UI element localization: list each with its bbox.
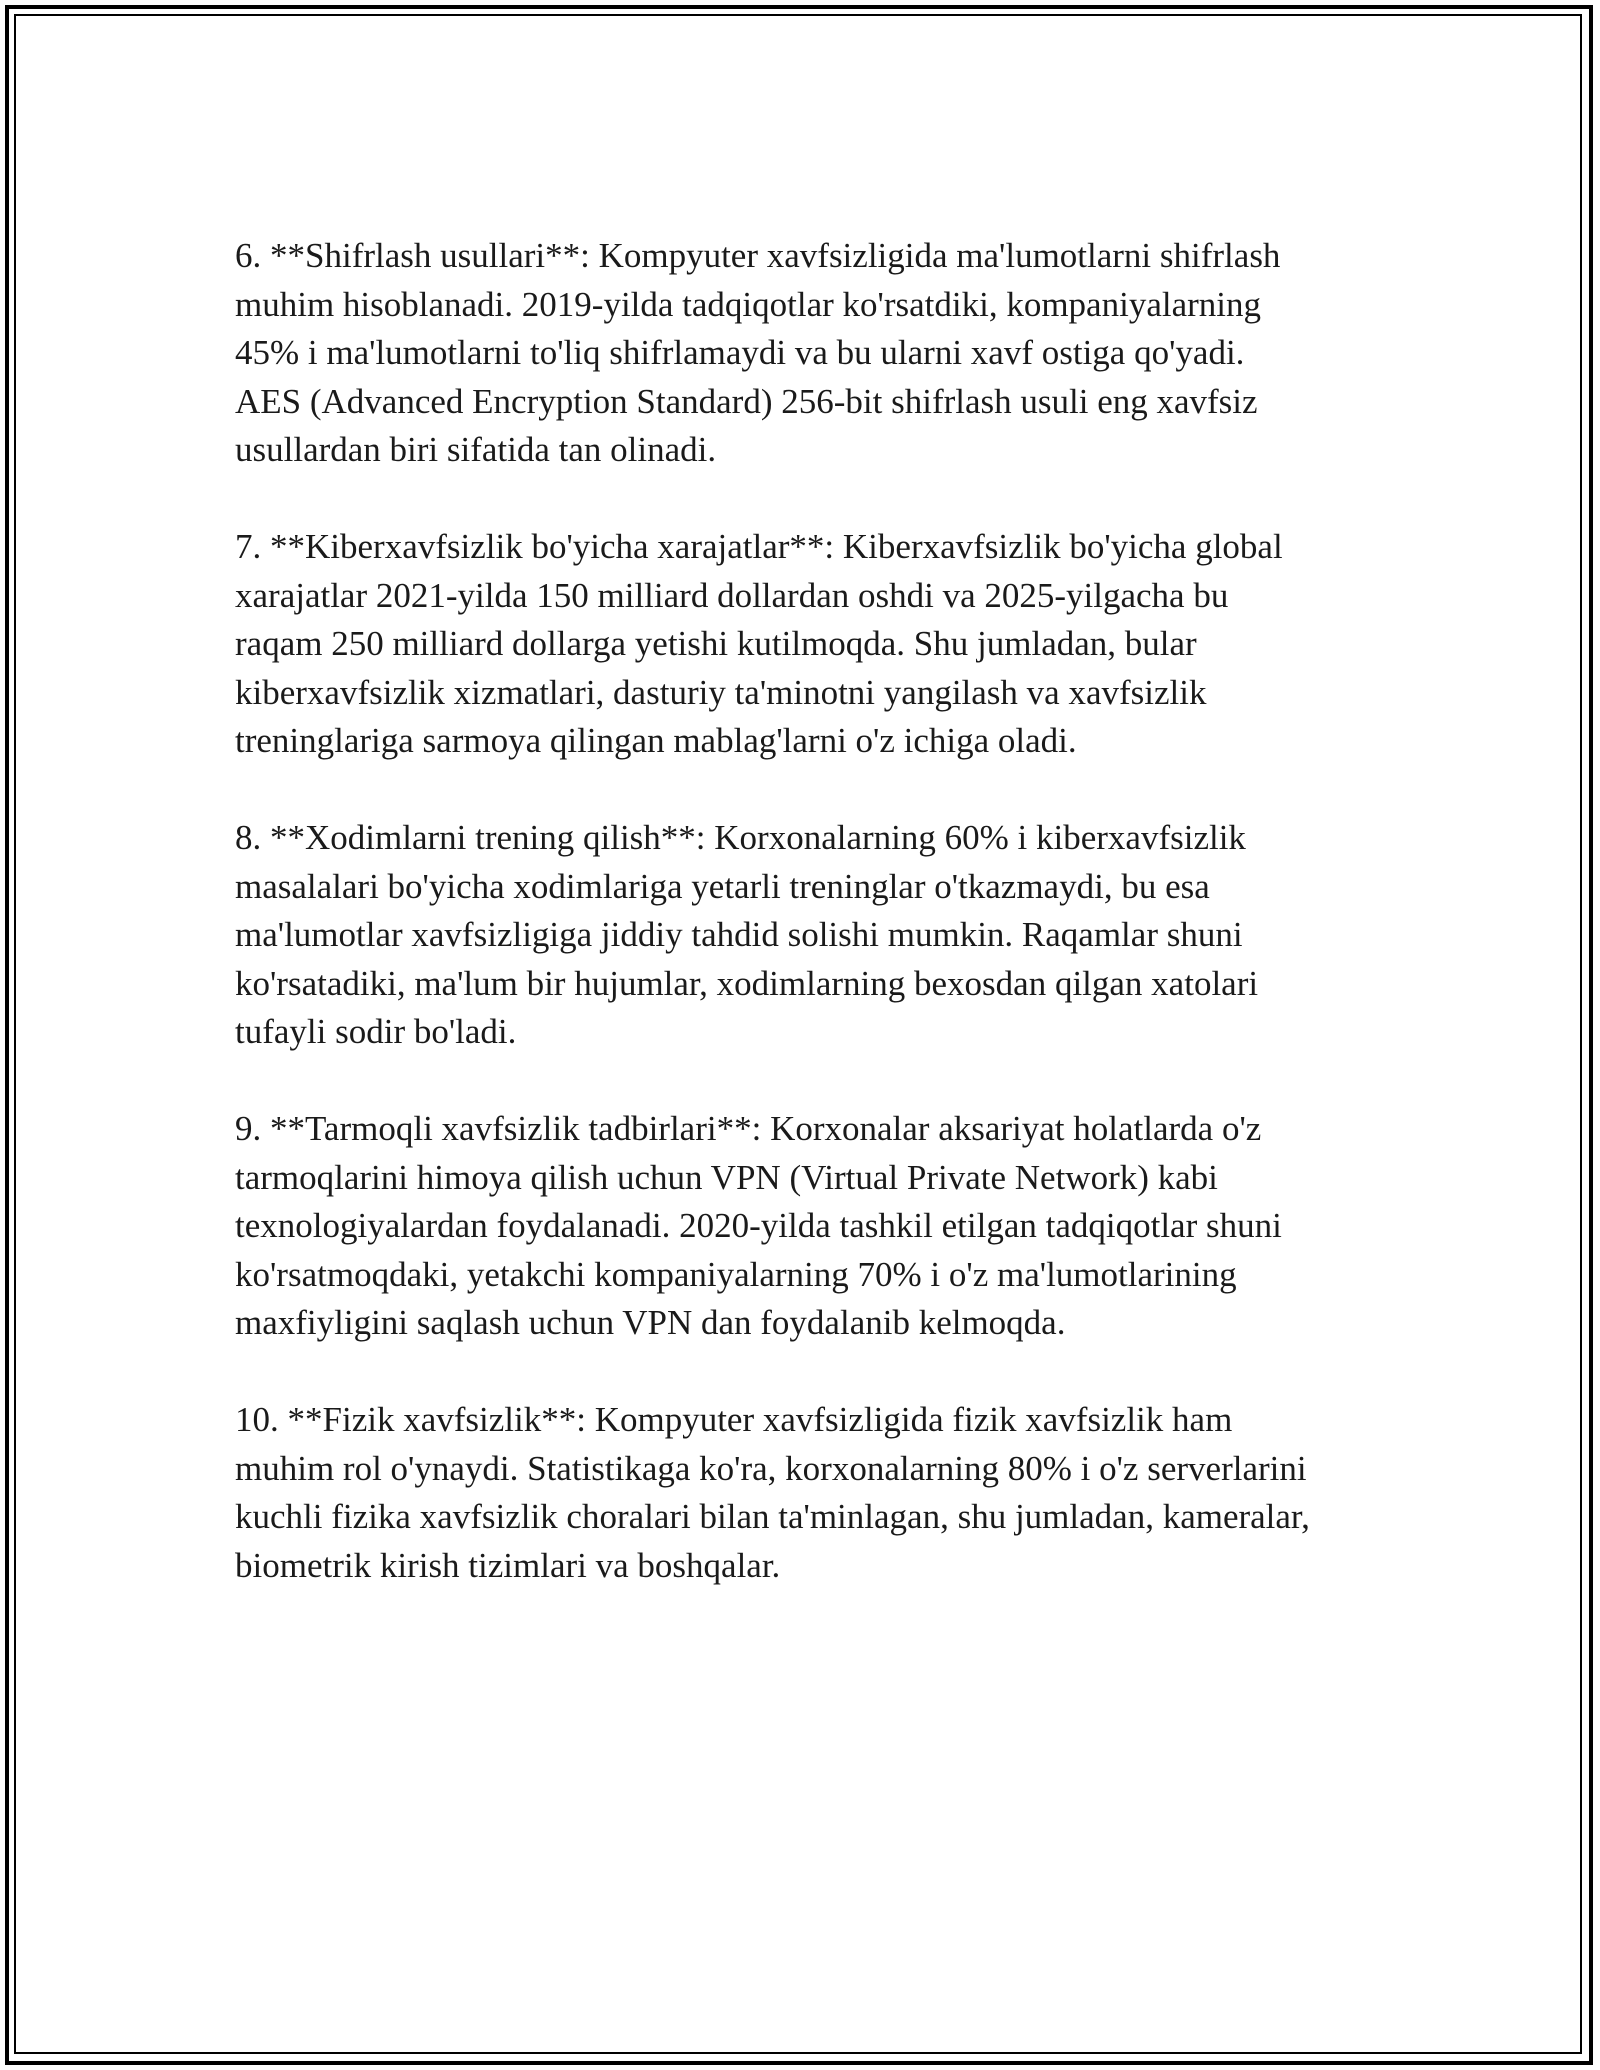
text-line: 8. **Xodimlarni trening qilish**: Korxonalarning 60% i kiberxavfsizlik: [235, 818, 1246, 857]
text-line: 6. **Shifrlash usullari**: Kompyuter xavfsizligida ma'lumotlarni shifrlash: [235, 236, 1281, 275]
text-line: maxfiyligini saqlash uchun VPN dan foydalanib kelmoqda.: [235, 1303, 1066, 1342]
paragraph-physical-security: [235, 1396, 1395, 1590]
text-line: 45% i ma'lumotlarni to'liq shifrlamaydi va bu ularni xavf ostiga qo'yadi.: [235, 333, 1245, 372]
text-line: xarajatlar 2021-yilda 150 milliard dollardan oshdi va 2025-yilgacha bu: [235, 575, 1229, 615]
text-line: muhim hisoblanadi. 2019-yilda tadqiqotlar ko'rsatdiki, kompaniyalarning: [235, 284, 1261, 324]
text-line: texnologiyalardan foydalanadi. 2020-yilda tashkil etilgan tadqiqotlar shuni: [235, 1206, 1282, 1245]
text-line: tufayli sodir bo'ladi.: [235, 1012, 517, 1051]
text-line: ma'lumotlar xavfsizligiga jiddiy tahdid solishi mumkin. Raqamlar shuni: [235, 915, 1243, 954]
text-line: raqam 250 milliard dollarga yetishi kutilmoqda. Shu jumladan, bular: [235, 624, 1197, 663]
text-line: tarmoqlarini himoya qilish uchun VPN (Virtual Private Network) kabi: [235, 1157, 1218, 1197]
text-line: 7. **Kiberxavfsizlik bo'yicha xarajatlar**: Kiberxavfsizlik bo'yicha global: [235, 527, 1283, 566]
paragraph-encryption-methods: [235, 232, 1395, 475]
text-line: ko'rsatadiki, ma'lum bir hujumlar, xodimlarning bexosdan qilgan xatolari: [235, 963, 1259, 1003]
paragraph-staff-training: [235, 814, 1395, 1057]
text-line: ko'rsatmoqdaki, yetakchi kompaniyalarning 70% i o'z ma'lumotlarining: [235, 1254, 1237, 1294]
paragraph-network-security: [235, 1105, 1395, 1348]
text-line: 9. **Tarmoqli xavfsizlik tadbirlari**: Korxonalar aksariyat holatlarda o'z: [235, 1109, 1262, 1148]
text-line: usullardan biri sifatida tan olinadi.: [235, 430, 717, 469]
text-line: muhim rol o'ynaydi. Statistikaga ko'ra, korxonalarning 80% i o'z serverlarini: [235, 1448, 1307, 1488]
text-line: kuchli fizika xavfsizlik choralari bilan ta'minlagan, shu jumladan, kameralar,: [235, 1497, 1310, 1536]
text-line: kiberxavfsizlik xizmatlari, dasturiy ta'minotni yangilash va xavfsizlik: [235, 672, 1207, 712]
paragraph-cybersecurity-spending: [235, 523, 1395, 766]
document-body: [235, 232, 1395, 1590]
text-line: 10. **Fizik xavfsizlik**: Kompyuter xavfsizligida fizik xavfsizlik ham: [235, 1400, 1233, 1439]
text-line: AES (Advanced Encryption Standard) 256-bit shifrlash usuli eng xavfsiz: [235, 381, 1258, 421]
text-line: masalalari bo'yicha xodimlariga yetarli treninglar o'tkazmaydi, bu esa: [235, 866, 1210, 906]
text-line: biometrik kirish tizimlari va boshqalar.: [235, 1545, 781, 1585]
text-line: treninglariga sarmoya qilingan mablag'larni o'z ichiga oladi.: [235, 721, 1077, 760]
